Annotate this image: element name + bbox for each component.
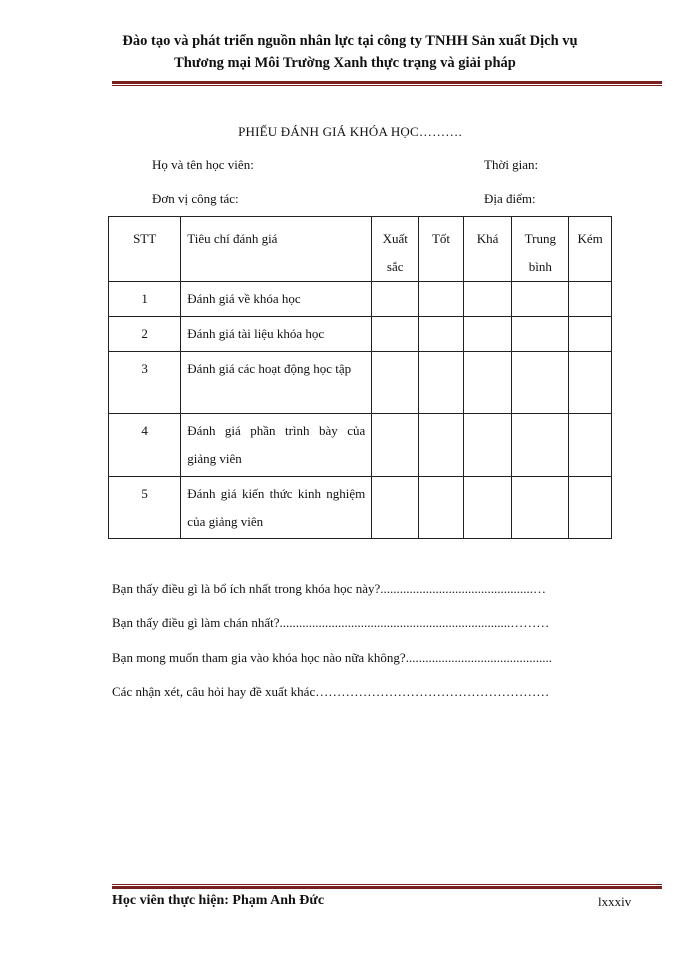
row-criterion: Đánh giá về khóa học xyxy=(187,291,301,306)
rating-cell-fair[interactable] xyxy=(463,414,512,477)
page-number: lxxxiv xyxy=(598,894,632,909)
row-criterion: Đánh giá tài liệu khóa học xyxy=(187,326,325,341)
row-stt: 5 xyxy=(141,486,148,501)
rating-cell-excellent[interactable] xyxy=(372,317,419,352)
rating-cell-good[interactable] xyxy=(419,282,464,317)
header-average: Trung bình xyxy=(524,231,556,274)
rating-cell-average[interactable] xyxy=(512,282,569,317)
table-row xyxy=(109,282,612,317)
rating-cell-excellent[interactable] xyxy=(372,414,419,477)
footer-divider xyxy=(112,884,662,889)
rating-cell-poor[interactable] xyxy=(569,414,612,477)
rating-cell-poor[interactable] xyxy=(569,477,612,539)
rating-cell-fair[interactable] xyxy=(463,282,512,317)
rating-cell-fair[interactable] xyxy=(463,352,512,414)
rating-cell-average[interactable] xyxy=(512,352,569,414)
rating-cell-average[interactable] xyxy=(512,317,569,352)
header-stt: STT xyxy=(133,231,157,246)
form-title: PHIẾU ĐÁNH GIÁ KHÓA HỌC………. xyxy=(238,124,462,139)
header-line-2: Thương mại Môi Trường Xanh thực trạng và giải pháp xyxy=(174,55,516,71)
rating-cell-good[interactable] xyxy=(419,352,464,414)
question-most-useful: Bạn thấy điều gì là bổ ích nhất trong khóa học này?...............................................… xyxy=(112,581,546,596)
rating-cell-average[interactable] xyxy=(512,414,569,477)
question-other-comments: Các nhận xét, câu hỏi hay đề xuất khác……………………………………………… xyxy=(112,684,550,699)
rating-cell-fair[interactable] xyxy=(463,477,512,539)
question-future-courses: Bạn mong muốn tham gia vào khóa học nào nữa không?............................................. xyxy=(112,650,552,665)
row-criterion: Đánh giá kiến thức kinh nghiệm của giảng viên xyxy=(187,486,366,529)
evaluation-table xyxy=(108,216,612,539)
row-stt: 1 xyxy=(141,291,148,306)
rating-cell-good[interactable] xyxy=(419,477,464,539)
table-row xyxy=(109,352,612,414)
rating-cell-poor[interactable] xyxy=(569,282,612,317)
table-row xyxy=(109,317,612,352)
table-row xyxy=(109,477,612,539)
location-label: Địa điểm: xyxy=(484,191,536,206)
page-header xyxy=(0,30,700,74)
header-fair: Khá xyxy=(476,231,499,246)
table-row xyxy=(109,414,612,477)
header-poor: Kém xyxy=(577,231,603,246)
row-stt: 4 xyxy=(141,423,148,438)
header-good: Tốt xyxy=(431,231,451,246)
row-stt: 3 xyxy=(141,361,148,376)
unit-label: Đơn vị công tác: xyxy=(152,191,239,206)
time-label: Thời gian: xyxy=(484,157,539,172)
rating-cell-poor[interactable] xyxy=(569,352,612,414)
header-divider xyxy=(112,81,662,86)
header-excellent: Xuất sắc xyxy=(382,231,408,274)
rating-cell-excellent[interactable] xyxy=(372,282,419,317)
student-name-label: Họ và tên học viên: xyxy=(152,157,254,172)
question-most-boring: Bạn thấy điều gì làm chán nhất?.......................................................................……… xyxy=(112,615,550,630)
rating-cell-average[interactable] xyxy=(512,477,569,539)
rating-cell-poor[interactable] xyxy=(569,317,612,352)
rating-cell-excellent[interactable] xyxy=(372,477,419,539)
footer-author: Học viên thực hiện: Phạm Anh Đức xyxy=(112,893,325,908)
rating-cell-excellent[interactable] xyxy=(372,352,419,414)
header-line-1: Đào tạo và phát triển nguồn nhân lực tại công ty TNHH Sản xuất Dịch vụ xyxy=(122,33,578,49)
header-criterion: Tiêu chí đánh giá xyxy=(187,231,278,246)
rating-cell-good[interactable] xyxy=(419,414,464,477)
row-criterion: Đánh giá các hoạt động học tập xyxy=(187,361,352,376)
row-criterion: Đánh giá phần trình bày của giảng viên xyxy=(187,423,366,466)
rating-cell-good[interactable] xyxy=(419,317,464,352)
row-stt: 2 xyxy=(141,326,148,341)
rating-cell-fair[interactable] xyxy=(463,317,512,352)
table-header-row xyxy=(109,217,612,282)
